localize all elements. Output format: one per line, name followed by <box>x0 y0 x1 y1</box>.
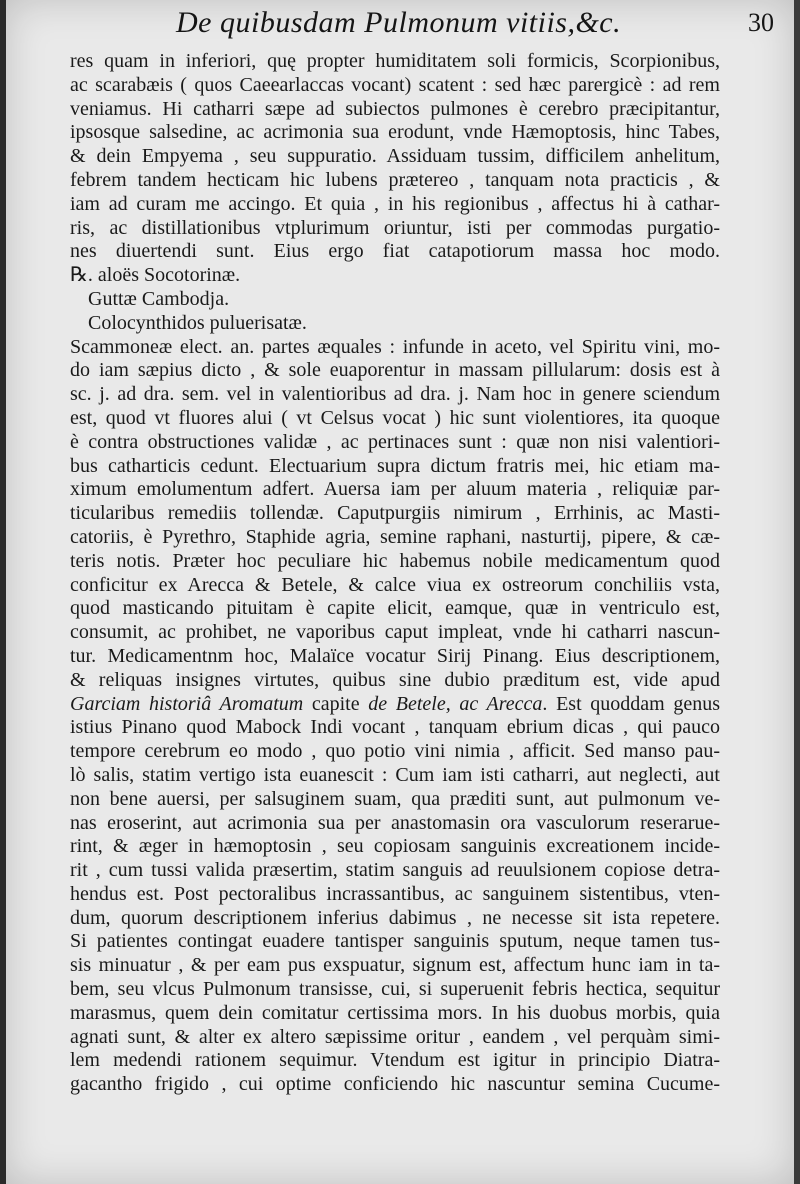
text-line: lò salis, statim vertigo ista euanescit : Cum iam isti catharri, aut neglecti, aut <box>70 763 720 786</box>
text-line: consumit, ac prohibet, ne vaporibus caput impleat, vnde hi catharri nascun- <box>70 621 720 644</box>
text-line: conficitur ex Arecca & Betele, & calce viua ex ostreorum conchiliis vsta, <box>70 573 720 596</box>
text-line: iam ad curam me accingo. Et quia , in his regionibus , affectus hi à cathar- <box>70 192 720 215</box>
text-line: & dein Empyema , seu suppuratio. Assiduam tussim, difficilem anhelitum, <box>70 145 720 168</box>
text-line: est, quod vt fluores alui ( vt Celsus vocat ) hic sunt violentiores, ita quoque <box>70 406 720 429</box>
citation-continuation: . Est quoddam genus <box>542 692 720 715</box>
text-line: teris notis. Præter hoc peculiare hic habemus nobile medicamentum quod <box>70 549 720 572</box>
text-line: bus catharticis cedunt. Electuarium supra dictum fratris mei, hic etiam ma- <box>70 454 720 477</box>
text-line: sc. j. ad dra. sem. vel in valentioribus ad dra. j. Nam hoc in genere sciendum <box>70 383 720 406</box>
text-line: rit , cum tussi valida præsertim, statim sanguis ad reuulsionem copiose detra- <box>70 859 720 882</box>
book-edge-shadow <box>794 0 800 1184</box>
text-line: gacantho frigido , cui optime conficiendo hic nascuntur semina Cucume- <box>70 1073 720 1096</box>
text-line: do iam sæpius dicto , & sole euaporentur in massam pillularum: dosis est à <box>70 359 720 382</box>
citation-line <box>70 693 720 717</box>
text-line: nes diuertendi sunt. Eius ergo fiat catapotiorum massa hoc modo. <box>70 240 720 263</box>
text-line: tempore cerebrum eo modo , quo potio vini nimia , afficit. Sed manso pau- <box>70 740 720 763</box>
text-line: veniamus. Hi catharri sæpe ad subiectos pulmones è cerebro præcipitantur, <box>70 97 720 120</box>
recipe-line: Colocynthidos puluerisatæ. <box>88 311 307 334</box>
text-line: & reliquas insignes virtutes, quibus sine dubio præditum est, vide apud <box>70 668 720 691</box>
text-line: ris, ac distillationibus vtplurimum oriuntur, isti per commodas purgatio- <box>70 216 720 239</box>
text-line: dum, quorum descriptionem inferius dabimus , ne necesse sit ista repetere. <box>70 906 720 929</box>
text-line: febrem tandem hecticam hic lubens prætereo , tanquam nota practicis , & <box>70 168 720 191</box>
text-line: tur. Medicamentnm hoc, Malaïce vocatur Sirij Pinang. Eius descriptionem, <box>70 644 720 667</box>
citation-author-work: Garciam historiâ Aromatum <box>70 692 304 715</box>
text-line: ac scarabæis ( quos Caeearlaccas vocant) scatent : sed hæc parergicè : ad rem <box>70 73 720 96</box>
text-line: marasmus, quem dein comitatur certissima mors. In his duobus morbis, quia <box>70 1001 720 1024</box>
text-line: istius Pinano quod Mabock Indi vocant , tanquam ebrium dicas , qui pauco <box>70 716 720 739</box>
citation-chapter: de Betele, ac Arecca <box>368 692 543 715</box>
text-line: ximum emolumentum adfert. Auersa iam per aluum materia , reliquiæ par- <box>70 478 720 501</box>
recipe-line: ℞. aloës Socotorinæ. <box>70 264 241 287</box>
recipe-line: Guttæ Cambodja. <box>88 287 230 310</box>
text-line: è contra obstructiones validæ , ac pertinaces sunt : quæ non nisi valentiori- <box>70 430 720 453</box>
text-line: Si patientes contingat euadere tantisper sanguinis sputum, neque tamen tus- <box>70 930 720 953</box>
citation-connector: capite <box>303 692 369 715</box>
text-line: ticularibus remediis tollendæ. Caputpurgiis nimirum , Errhinis, ac Masti- <box>70 502 720 525</box>
text-line: rint, & æger in hæmoptosin , seu copiosam sanguinis excreationem incide- <box>70 835 720 858</box>
text-line: ipsosque salsedine, ac acrimonia sua erodunt, vnde Hæmoptosis, hinc Tabes, <box>70 121 720 144</box>
text-line: bem, seu vlcus Pulmonum transisse, cui, si superuenit febris hectica, sequitur <box>70 978 720 1001</box>
text-line: sis minuatur , & per eam pus exspuatur, signum est, affectum hunc iam in ta- <box>70 954 720 977</box>
text-line: non bene auersi, per salsuginem suam, qua præditi sunt, aut pulmonum ve- <box>70 787 720 810</box>
text-line: Scammoneæ elect. an. partes æquales : infunde in aceto, vel Spiritu vini, mo- <box>70 335 720 358</box>
text-line: lem medendi rationem sequimur. Vtendum est igitur in principio Diatra- <box>70 1049 720 1072</box>
book-page <box>6 0 794 1184</box>
text-line: quod masticando pituitam è capite elicit, eamque, quæ in ventriculo est, <box>70 597 720 620</box>
text-line: agnati sunt, & alter ex altero sæpissime oritur , eandem , vel perquàm simi- <box>70 1025 720 1048</box>
text-line: catoriis, è Pyrethro, Staphide agria, semine raphani, nasturtij, pipere, & cæ- <box>70 525 720 548</box>
body-text <box>70 50 720 1097</box>
text-line: hendus est. Post pectoralibus incrassantibus, ac sanguinem sistentibus, vten- <box>70 882 720 905</box>
running-head: De quibusdam Pulmonum vitiis,&c. <box>176 6 622 39</box>
text-line: res quam in inferiori, quę propter humiditatem soli formicis, Scorpionibus, <box>70 50 720 72</box>
page-number: 30 <box>748 8 774 37</box>
text-line: nas eroserint, aut acrimonia sua per anastomasin ora vasculorum reserarue- <box>70 811 720 834</box>
